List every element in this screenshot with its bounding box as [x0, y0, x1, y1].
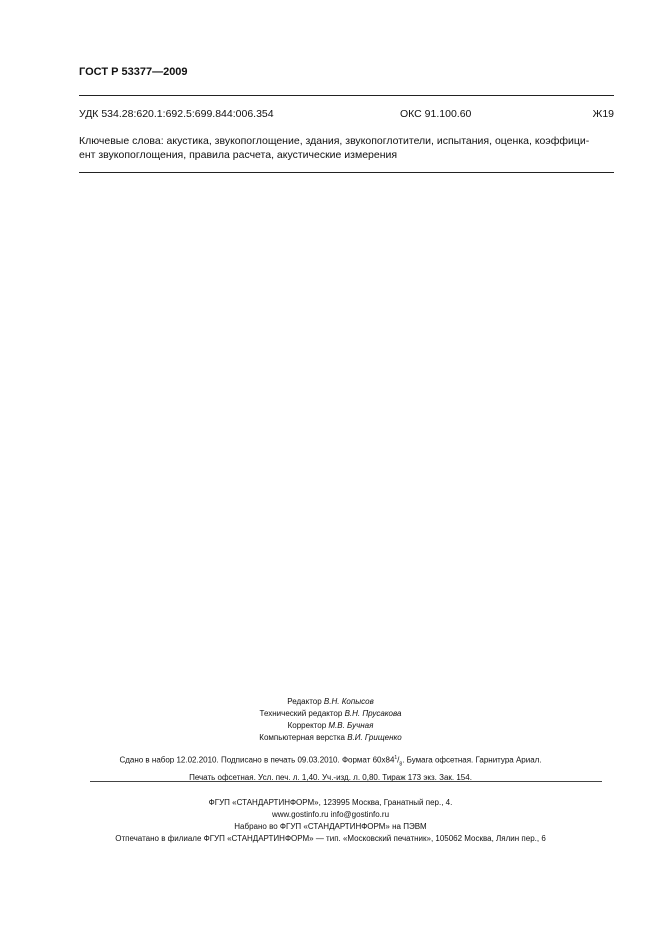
footer-divider [90, 781, 602, 782]
top-divider [79, 95, 614, 96]
publisher-line: www.gostinfo.ru info@gostinfo.ru [271, 810, 390, 819]
credit-name: В.Н. Копысов [323, 697, 374, 706]
print-info-text: Сдано в набор 12.02.2010. Подписано в печать 09.03.2010. Формат 60x84 [119, 755, 395, 765]
credit-name: В.Н. Прусакова [344, 709, 402, 718]
credit-role: Корректор [287, 721, 327, 730]
credit-line [0, 696, 661, 708]
credit-line [0, 708, 661, 720]
publisher-line: ФГУП «СТАНДАРТИНФОРМ», 123995 Москва, Гранатный пер., 4. [208, 798, 453, 807]
credit-line [0, 720, 661, 732]
credit-line [0, 732, 661, 744]
oks-code: ОКС 91.100.60 [400, 108, 472, 120]
classification-code: Ж19 [592, 108, 614, 120]
credits-block [0, 696, 661, 744]
print-info-block [0, 752, 661, 784]
print-info-line: Сдано в набор 12.02.2010. Подписано в печать 09.03.2010. Формат $60x84^1/_8$. Бумага офсетная. Гарнитура Ариал. [119, 755, 542, 768]
keywords-divider [79, 172, 614, 173]
standard-number: ГОСТ Р 53377—2009 [79, 66, 188, 78]
publisher-block [0, 797, 661, 845]
credit-role: Редактор [287, 697, 322, 706]
format-fraction-denominator: 8 [399, 761, 403, 768]
udk-code: УДК 534.28:620.1:692.5:699.844:006.354 [79, 108, 274, 120]
keywords-line: ент звукопоглощения, правила расчета, акустические измерения [79, 149, 398, 161]
keywords-block [79, 134, 614, 162]
publisher-line: Отпечатано в филиале ФГУП «СТАНДАРТИНФОРМ» — тип. «Московский печатник», 105062 Москва, Лялин пер., 6 [115, 834, 546, 843]
format-fraction-numerator: 1 [394, 755, 398, 761]
print-info-line: Печать офсетная. Усл. печ. л. 1,40. Уч.-изд. л. 0,80. Тираж 173 экз. Зак. 154. [189, 773, 472, 783]
credit-role: Компьютерная верстка [259, 733, 345, 742]
publisher-line: Набрано во ФГУП «СТАНДАРТИНФОРМ» на ПЭВМ [234, 822, 427, 831]
keywords-line: Ключевые слова: акустика, звукопоглощение, здания, звукопоглотители, испытания, оценка, коэффици- [79, 135, 590, 147]
credit-name: М.В. Бучная [328, 721, 374, 730]
print-info-text: . Бумага офсетная. Гарнитура Ариал. [402, 755, 542, 765]
credit-name: В.И. Грищенко [347, 733, 402, 742]
credit-role: Технический редактор [259, 709, 343, 718]
